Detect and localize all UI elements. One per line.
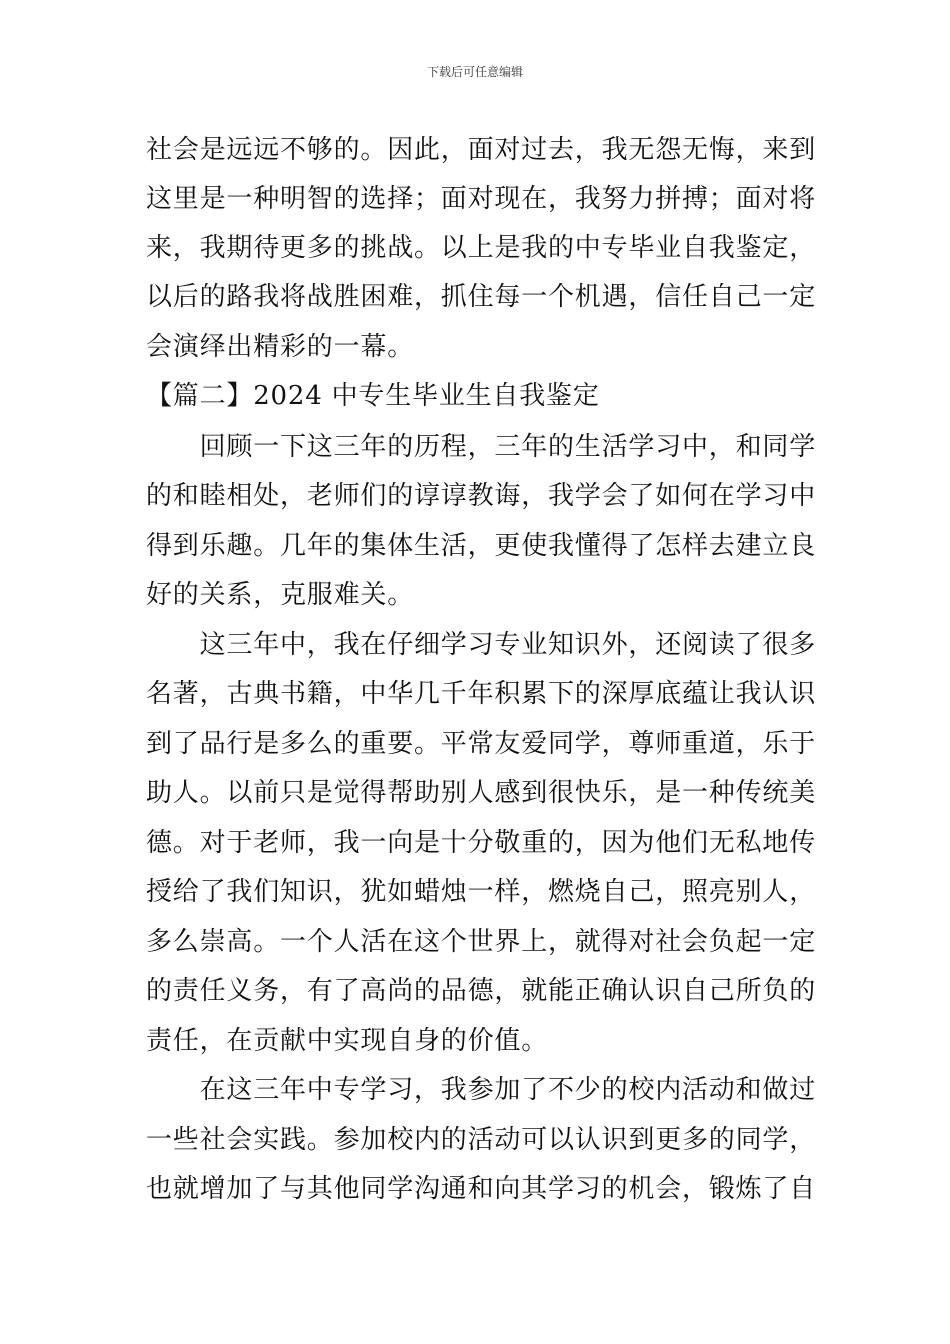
text-line: 一些社会实践。参加校内的活动可以认识到更多的同学， (146, 1125, 817, 1155)
text-line: 助人。以前只是觉得帮助别人感到很快乐，是一种传统美 (146, 778, 817, 808)
page-header-note: 下载后可任意编辑 (426, 65, 523, 79)
text-line: 回顾一下这三年的历程，三年的生活学习中，和同学 (146, 432, 817, 462)
text-line: 以后的路我将战胜困难，抓住每一个机遇，信任自己一定 (146, 282, 817, 312)
text-line: 责任，在贡献中实现自身的价值。 (146, 1026, 549, 1056)
text-line: 的和睦相处，老师们的谆谆教诲，我学会了如何在学习中 (146, 481, 817, 511)
text-line: 好的关系，克服难关。 (146, 580, 415, 610)
text-line: 这里是一种明智的选择；面对现在，我努力拼搏；面对将 (146, 184, 817, 214)
section-heading: 【篇二】2024 中专生毕业生自我鉴定 (146, 381, 600, 411)
text-line: 多么崇高。一个人活在这个世界上，就得对社会负起一定 (146, 927, 817, 957)
text-line: 这三年中，我在仔细学习专业知识外，还阅读了很多 (146, 630, 817, 660)
text-line: 在这三年中专学习，我参加了不少的校内活动和做过 (146, 1075, 817, 1105)
text-line: 名著，古典书籍，中华几千年积累下的深厚底蕴让我认识 (146, 679, 817, 709)
text-line: 来，我期待更多的挑战。以上是我的中专毕业自我鉴定， (146, 233, 817, 263)
text-line: 得到乐趣。几年的集体生活，更使我懂得了怎样去建立良 (146, 531, 817, 561)
text-line: 授给了我们知识，犹如蜡烛一样，燃烧自己，照亮别人， (146, 877, 817, 907)
text-line: 也就增加了与其他同学沟通和向其学习的机会，锻炼了自 (146, 1174, 817, 1204)
text-line: 社会是远远不够的。因此，面对过去，我无怨无悔，来到 (146, 135, 817, 165)
text-line: 德。对于老师，我一向是十分敬重的，因为他们无私地传 (146, 828, 817, 858)
text-line: 到了品行是多么的重要。平常友爱同学，尊师重道，乐于 (146, 729, 817, 759)
text-line: 的责任义务，有了高尚的品德，就能正确认识自己所负的 (146, 976, 817, 1006)
text-line: 会演绎出精彩的一幕。 (146, 332, 415, 362)
